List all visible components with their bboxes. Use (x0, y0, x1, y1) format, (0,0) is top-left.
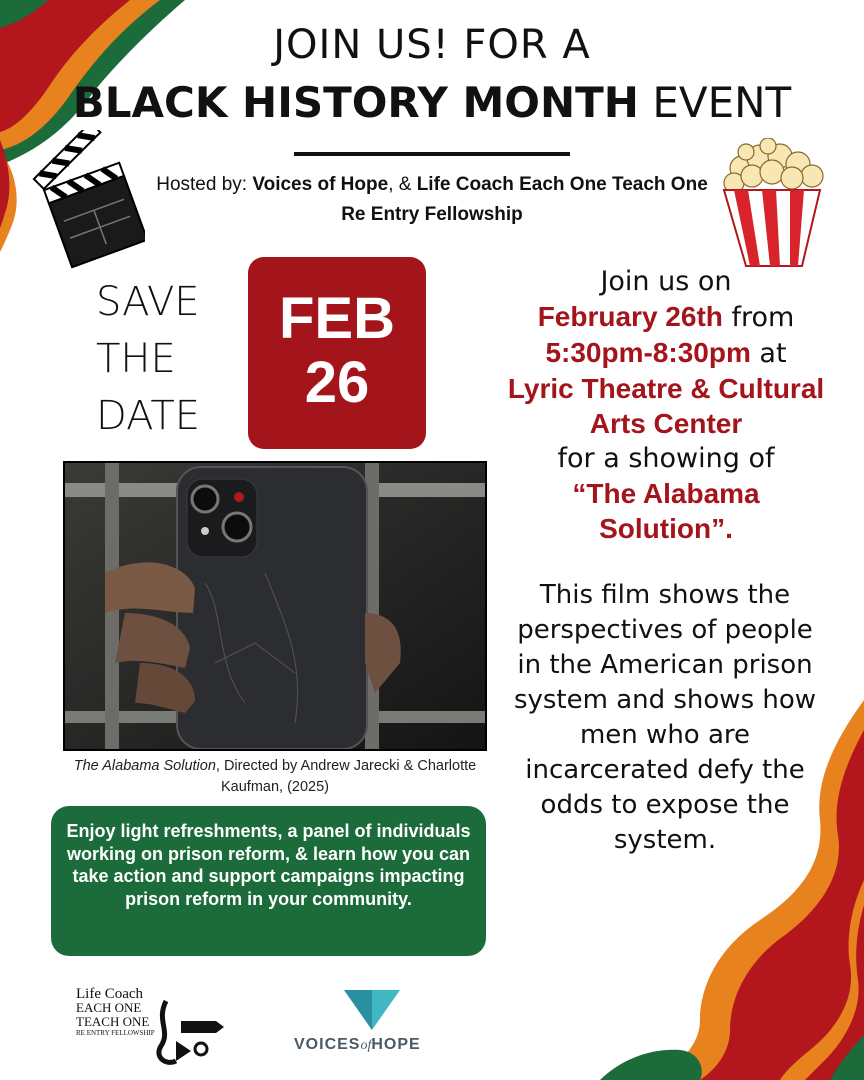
save-line: SAVE (96, 279, 200, 325)
host-life-coach: Life Coach Each One Teach One Re Entry Fellowship (341, 174, 708, 225)
film-title: “The Alabama Solution”. (572, 478, 760, 544)
divider (294, 152, 570, 156)
life-coach-logo-text: Life Coach EACH ONE TEACH ONE RE ENTRY FELLOWSHIP (76, 986, 155, 1037)
host-voices-of-hope: Voices of Hope (252, 174, 389, 195)
film-still-image (63, 461, 487, 751)
date-badge (248, 257, 426, 449)
event-details (500, 264, 832, 546)
at-text: at (750, 338, 787, 369)
voices-of-hope-logo (290, 988, 460, 1068)
hosted-by (150, 170, 714, 230)
join-us-text: Join us on (600, 266, 732, 297)
hosted-separator: , & (388, 174, 417, 195)
event-date: February 26th (537, 301, 723, 332)
caption-credits: , Directed by Andrew Jarecki & Charlotte Kaufman, (2025) (215, 758, 477, 795)
life-coach-emblem (146, 991, 228, 1069)
headline-line-2 (0, 78, 864, 127)
clapperboard-icon (30, 130, 145, 270)
date-line: DATE (96, 393, 201, 439)
life-coach-logo (68, 985, 228, 1070)
refreshments-box: Enjoy light refreshments, a panel of individuals working on prison reform, & learn how you can take action and support campaigns impacting prison reform in your community. (51, 806, 486, 956)
event-time: 5:30pm-8:30pm (545, 337, 751, 368)
voices-of-hope-emblem (342, 988, 402, 1032)
phone-photo (65, 463, 485, 749)
headline-bold: BLACK HISTORY MONTH (72, 78, 639, 127)
popcorn-icon (712, 138, 832, 270)
headline-line-1: JOIN US! FOR A (273, 22, 591, 68)
event-venue: Lyric Theatre & Cultural Arts Center (507, 373, 825, 439)
save-the-date (96, 274, 200, 445)
from-text: from (722, 302, 795, 333)
voices-of-hope-wordmark: VOICESofHOPE (294, 1036, 421, 1053)
film-description: This film shows the perspectives of people in the American prison system and shows how men who are incarcerated defy the odds to expose the system. (513, 580, 817, 855)
date-month: FEB (279, 286, 395, 351)
headline-rest: EVENT (638, 78, 792, 127)
the-line: THE (96, 336, 176, 382)
caption-film-title: The Alabama Solution (73, 758, 216, 774)
hosted-prefix: Hosted by: (156, 174, 253, 195)
showing-text: for a showing of (557, 443, 775, 474)
date-day: 26 (304, 350, 370, 415)
image-caption (63, 756, 487, 798)
